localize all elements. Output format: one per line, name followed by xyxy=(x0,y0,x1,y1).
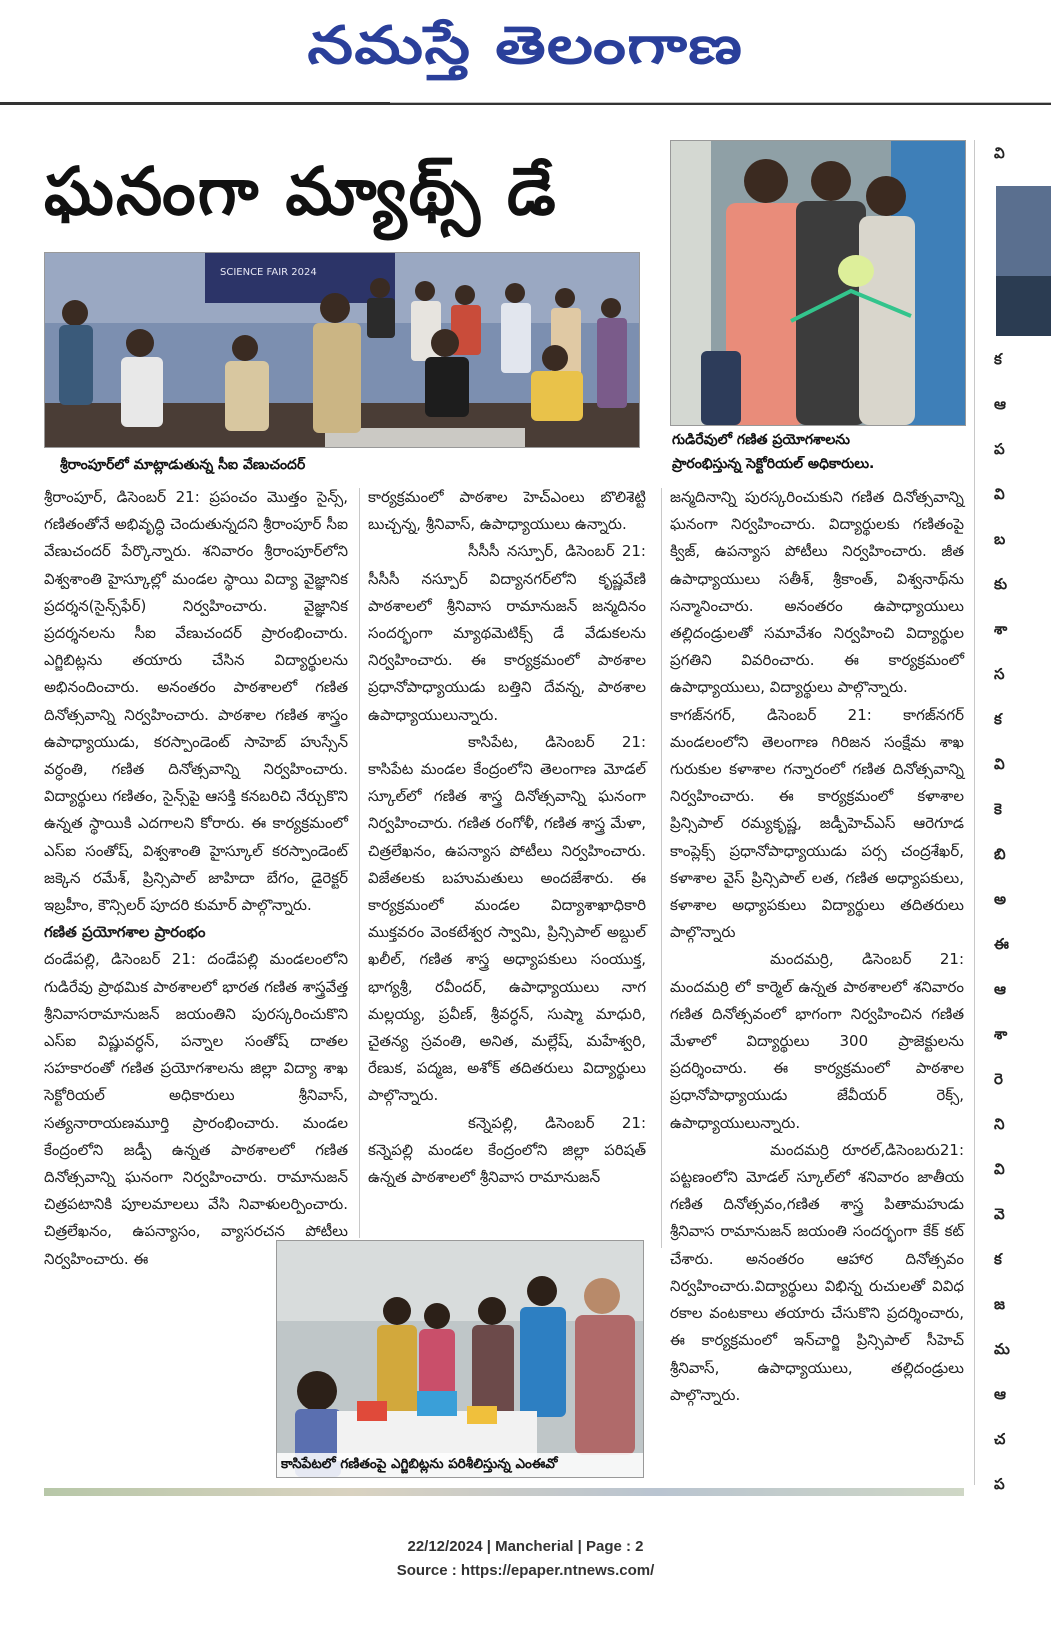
adjacent-line-fragment: వి xyxy=(994,755,1005,773)
col2-para-kasipet: కాసిపేట, డిసెంబర్ 21: కాసిపేట మండల కేంద్రంలోని తెలంగాణ మోడల్ స్కూల్‌లో గణిత శాస్త్ర దినోత్సవాన్ని ఘనంగా నిర్వహించారు. గణిత రంగోళీ, గణిత శాస్త్ర మేళా, చిత్రలేఖనం, ఉపన్యాస పోటీలు నిర్వహించారు. విజేతలకు బహుమతులు అందజేశారు. ఈ కార్యక్రమంలో మండల విద్యాశాఖాధికారి ముక్తవరం వెంకటేశ్వర స్వామి, ప్రిన్సిపాల్ అబ్దుల్ ఖలీల్, గణిత శాస్త్ర అధ్యాపకులు సంయుక్త, భాగ్యశ్రీ, రవీందర్, ఉపాధ్యాయులు నాగ మల్లయ్య, ప్రవీణ్, శ్రీవర్ధన్, సుష్మా మాధురి, చైతన్య స్రవంతి, అనిత, మల్లేష్, మహేశ్వరి, రేణుక, పద్మజ, అశోక్ తదితరులు విద్యార్థులు పాల్గొన్నారు. xyxy=(368,732,646,1105)
col2-para-kannepalli: కన్నెపల్లి, డిసెంబర్ 21: కన్నెపల్లి మండల కేంద్రంలోని జిల్లా పరిషత్ ఉన్నత పాఠశాలలో శ్రీనివాస రామానుజన్ xyxy=(368,1113,646,1187)
adjacent-line-fragment: ఆ xyxy=(994,395,1006,413)
col1-subhead: గణిత ప్రయోగశాల ప్రారంభం xyxy=(44,923,206,942)
column-3 xyxy=(670,484,964,1484)
col1-para-sriramapur: శ్రీరాంపూర్, డిసెంబర్ 21: ప్రపంచం మొత్తం సైన్స్, గణితంతోనే అభివృద్ధి చెందుతున్నదని శ్రీరాంపూర్ సీఐ వేణుచందర్ పేర్కొన్నారు. శనివారం శ్రీరాంపూర్‌లోని విశ్వశాంతి హైస్కూల్లో మండల స్థాయి విద్యా వైజ్ఞానిక ప్రదర్శన(సైన్స్‌ఫేర్) నిర్వహించారు. వైజ్ఞానిక ప్రదర్శనలను సీఐ వేణుచందర్ ప్రారంభించారు. ఎగ్జిబిట్లను తయారు చేసిన విద్యార్థులను అభినందించారు. అనంతరం పాఠశాలలో గణిత దినోత్సవాన్ని నిర్వహించారు. పాఠశాల గణిత శాస్త్రం ఉపాధ్యాయుడు, కరస్పాండెంట్ సాహెబ్ హుస్సేన్ వర్ధంతి, గణిత దినోత్సవాన్ని నిర్వహించారు. విద్యార్థులు గణితం, సైన్స్‌పై ఆసక్తి కనబరిచి నేర్చుకొని ఉన్నత స్థాయికి ఎదగాలని కోరారు. ఈ కార్యక్రమంలో ఎస్‌ఐ సంతోష్, విశ్వశాంతి హైస్కూల్ కరస్పాండెంట్ జక్కెన రమేశ్, ప్రిన్సిపాల్ జాహిదా బేగం, డైరెక్టర్ ఇబ్రహీం, కౌన్సిలర్ పూదరి కుమార్ పాల్గొన్నారు. xyxy=(44,488,348,915)
column-rule-3 xyxy=(974,140,975,1485)
photo-kasipet xyxy=(276,1240,644,1478)
column-rule-2 xyxy=(661,488,662,1248)
adjacent-line-fragment: వి xyxy=(994,485,1005,503)
masthead xyxy=(0,0,1051,104)
col3-para-mandamarri: మందమర్రి, డిసెంబర్ 21: మందమర్రి లో కార్మెల్ ఉన్నత పాఠశాలలో శనివారం గణిత దినోత్సవంలో భాగంగా నిర్వహించిన గణిత మేళాలో విద్యార్థులు 300 ప్రాజెక్టులను ప్రదర్శించారు. ఈ కార్యక్రమంలో పాఠశాల ప్రధానోపాధ్యాయుడు జేవీయర్ రెక్స్, ఉపాధ్యాయులున్నారు. xyxy=(670,950,964,1132)
adjacent-line-fragment: స xyxy=(994,665,1005,683)
bottom-photo-strip xyxy=(44,1488,964,1496)
adjacent-line-fragment: క xyxy=(994,1250,1002,1268)
adjacent-line-fragment: ఆ xyxy=(994,980,1006,998)
caption-kasipet: కాసిపేటలో గణితంపై ఎగ్జిబిట్లను పరిశీలిస్తున్న ఎంఈవో xyxy=(277,1453,643,1477)
adjacent-line-fragment: శా xyxy=(994,620,1008,638)
masthead-title: నమస్తే తెలంగాణ xyxy=(307,15,744,76)
footer-date-edition: 22/12/2024 | Mancherial | Page : 2 xyxy=(407,1538,644,1555)
adjacent-line-fragment: వె xyxy=(994,1205,1005,1223)
adjacent-line-fragment: వి xyxy=(994,144,1005,162)
col3-para-kannepalli-cont: జన్మదినాన్ని పురస్కరించుకుని గణిత దినోత్సవాన్ని ఘనంగా నిర్వహించారు. విద్యార్థులకు గణితంపై క్విజ్, ఉపన్యాస పోటీలు నిర్వహించారు. జీత ఉపాధ్యాయులు సతీశ్, శ్రీకాంత్, విశ్వనాథ్‌ను సన్మానించారు. అనంతరం ఉపాధ్యాయులు తల్లిదండ్రులతో సమావేశం నిర్వహించి విద్యార్థుల ప్రగతిని వివరించారు. ఈ కార్యక్రమంలో ఉపాధ్యాయులు, విద్యార్థులు పాల్గొన్నారు. xyxy=(670,488,964,697)
photo-kasipet-image xyxy=(277,1241,643,1477)
adjacent-line-fragment: బ xyxy=(994,530,1006,548)
adjacent-line-fragment: ప xyxy=(994,440,1005,458)
caption-gudirevu-line2: ప్రారంభిస్తున్న సెక్టోరియల్ అధికారులు. xyxy=(672,456,875,472)
photo-gudirevu xyxy=(670,140,966,426)
photo-gudirevu-image xyxy=(671,141,965,425)
adjacent-line-fragment: కు xyxy=(994,575,1008,593)
footer-source: Source : https://epaper.ntnews.com/ xyxy=(396,1562,655,1579)
photo-sriramapur-image xyxy=(45,253,639,447)
caption-sriramapur: శ్రీరాంపూర్‌లో మాట్లాడుతున్న సీఐ వేణుచందర్ xyxy=(60,457,306,473)
col3-para-kagaznagar: కాగజ్‌నగర్, డిసెంబర్ 21: కాగజ్‌నగర్ మండలంలోని తెలంగాణ గిరిజన సంక్షేమ శాఖ గురుకుల కళాశాల గన్నారంలో గణిత దినోత్సవాన్ని నిర్వహించారు. ఈ కార్యక్రమంలో కళాశాల ప్రిన్సిపాల్ రమ్యకృష్ణ, జడ్పీహెచ్‌ఎస్ ఆరెగూడ కాంప్లెక్స్ ప్రధానోపాధ్యాయుడు పర్స చంద్రశేఖర్, కళాశాల వైస్ ప్రిన్సిపాల్ లత, గణిత అధ్యాపకులు, కళాశాల అధ్యాపకులు విద్యార్థులు తదితరులు పాల్గొన్నారు xyxy=(670,705,964,942)
adjacent-line-fragment: మ xyxy=(994,1340,1010,1358)
adjacent-line-fragment: క xyxy=(994,710,1002,728)
adjacent-line-fragment: కె xyxy=(994,800,1002,818)
article-headline: ఘనంగా మ్యాథ్స్ డే xyxy=(44,153,558,230)
adjacent-article-strip xyxy=(988,140,1051,1490)
col2-para-naspur: సీసీసీ నస్పూర్, డిసెంబర్ 21: సీసీసీ నస్పూర్ విద్యానగర్‌లోని కృష్ణవేణి పాఠశాలలో శ్రీనివాస రామానుజన్ జన్మదినం సందర్భంగా మ్యాథమెటిక్స్ డే వేడుకలను నిర్వహించారు. ఈ కార్యక్రమంలో పాఠశాల ప్రధానోపాధ్యాయుడు బత్తిని దేవన్న, పాఠశాల ఉపాధ్యాయులున్నారు. xyxy=(368,542,646,724)
adjacent-line-fragment: ని xyxy=(994,1115,1005,1133)
masthead-rule-light xyxy=(390,102,1051,103)
col1-para-dandepalli: దండేపల్లి, డిసెంబర్ 21: దండేపల్లి మండలంలోని గుడిరేవు ప్రాథమిక పాఠశాలలో భారత గణిత శాస్త్రవేత్త శ్రీనివాసరామానుజన్ జయంతిని పురస్కరించుకొని ఎస్‌ఐ విష్ణువర్ధన్, పన్నాల సంతోష్ దాతల సహకారంతో గణిత ప్రయోగశాలను జిల్లా విద్యా శాఖ సెక్టోరియల్ అధికారులు శ్రీనివాస్, సత్యనారాయణమూర్తి ప్రారంభించారు. మండల కేంద్రంలోని జడ్పీ ఉన్నత పాఠశాలలో గణిత దినోత్సవాన్ని ఘనంగా నిర్వహించారు. రామానుజన్ చిత్రపటానికి పూలమాలలు వేసి నివాళులర్పించారు. చిత్రలేఖనం, ఉపన్యాసం, వ్యాసరచన పోటీలు నిర్వహించారు. ఈ xyxy=(44,950,348,1268)
column-rule-1 xyxy=(359,488,360,1238)
photo-sriramapur xyxy=(44,252,640,448)
adjacent-line-fragment: క xyxy=(994,350,1002,368)
column-2 xyxy=(368,484,646,1244)
caption-gudirevu-line1: గుడిరేవులో గణిత ప్రయోగశాలను xyxy=(672,432,850,448)
adjacent-line-fragment: శా xyxy=(994,1025,1008,1043)
photo-banner-text: SCIENCE FAIR 2024 xyxy=(220,267,317,278)
adjacent-line-fragment: చ xyxy=(994,1430,1006,1448)
col2-para-1: కార్యక్రమంలో పాఠశాల హెచ్‌ఎంలు బొలిశెట్టి బుచ్చన్న, శ్రీనివాస్, ఉపాధ్యాయులు ఉన్నారు. xyxy=(368,488,646,534)
adjacent-photo xyxy=(996,186,1051,346)
adjacent-line-fragment: జ xyxy=(994,1295,1005,1313)
adjacent-line-fragment: బి xyxy=(994,845,1006,863)
adjacent-line-fragment: వి xyxy=(994,1160,1005,1178)
adjacent-line-fragment: రె xyxy=(994,1070,1003,1088)
adjacent-line-fragment: అ xyxy=(994,890,1007,908)
adjacent-line-fragment: ప xyxy=(994,1475,1005,1490)
col3-para-mandamarri-rural: మందమర్రి రూరల్,డిసెంబరు21: పట్టణంలోని మోడల్ స్కూల్‌లో శనివారం జాతీయ గణిత దినోత్సవం,గణిత శాస్త్ర పితామహుడు శ్రీనివాస రామానుజన్ జయంతి సందర్భంగా కేక్ కట్ చేశారు. అనంతరం ఆహార దినోత్సవం నిర్వహించారు.విద్యార్థులు విభిన్న రుచులతో వివిధ రకాల వంటకాలు తయారు చేసుకొని ప్రదర్శించారు, ఈ కార్యక్రమంలో ఇన్‌చార్జి ప్రిన్సిపాల్ సీహెచ్ శ్రీనివాస్, ఉపాధ్యాయులు, తల్లిదండ్రులు పాల్గొన్నారు. xyxy=(670,1140,964,1404)
adjacent-line-fragment: ఈ xyxy=(994,935,1009,953)
adjacent-line-fragment: ఆ xyxy=(994,1385,1006,1403)
